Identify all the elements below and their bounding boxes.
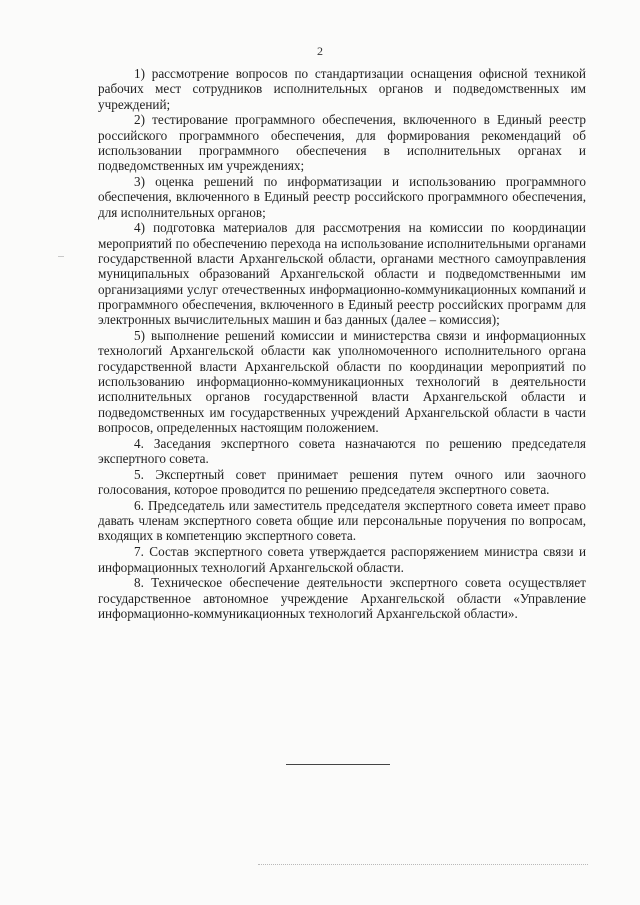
scan-margin-mark: [58, 256, 64, 257]
document-body: [98, 66, 586, 622]
paragraph-item-4: 4) подготовка материалов для рассмотрения на комиссии по координации мероприятий по обеспечению перехода на использование исполнительными органами государственной власти Архангельской области, органами местного самоуправления муниципальных образований Архангельской области и подведомственными им организациями услуг отечественных информационно-коммуникационных компаний и программного обеспечения, включенного в Единый реестр российских программ для электронных вычислительных машин и баз данных (далее – комиссия);: [98, 220, 586, 328]
paragraph-item-1: 1) рассмотрение вопросов по стандартизации оснащения офисной техникой рабочих мест сотрудников исполнительных органов и подведомственных им учреждений;: [98, 66, 586, 112]
end-of-document-separator: [286, 764, 390, 765]
paragraph-section-5: 5. Экспертный совет принимает решения путем очного или заочного голосования, которое проводится по решению председателя экспертного совета.: [98, 466, 586, 498]
paragraph-section-8: 8. Техническое обеспечение деятельности экспертного совета осуществляет государственное автономное учреждение Архангельской области «Управление информационно-коммуникационных технологий Архангельской области».: [98, 575, 586, 621]
paragraph-item-3: 3) оценка решений по информатизации и использованию программного обеспечения, включенного в Единый реестр российского программного обеспечения, для исполнительных органов;: [98, 174, 586, 220]
paragraph-section-7: 7. Состав экспертного совета утверждается распоряжением министра связи и информационных технологий Архангельской области.: [98, 544, 586, 575]
paragraph-section-4: 4. Заседания экспертного совета назначаются по решению председателя экспертного совета.: [98, 435, 586, 466]
page-number: 2: [317, 44, 323, 58]
paragraph-item-2: 2) тестирование программного обеспечения, включенного в Единый реестр российского программного обеспечения, для формирования рекомендаций об использовании программного обеспечения в исполнительных органах и подведомственных им учреждениях;: [98, 112, 586, 174]
paragraph-section-6: 6. Председатель или заместитель председателя экспертного совета имеет право давать членам экспертного совета общие или персональные поручения по вопросам, входящих в компетенцию экспертного совета.: [98, 497, 586, 544]
paragraph-item-5: 5) выполнение решений комиссии и министерства связи и информационных технологий Архангельской области как уполномоченного исполнительного органа государственной власти Архангельской области по координации мероприятий по использованию информационно-коммуникационных технологий в деятельности исполнительных органов государственной власти Архангельской области и подведомственных им государственных учреждений Архангельской области в части вопросов, определенных настоящим положением.: [98, 328, 586, 435]
scan-artifact-line: [258, 864, 588, 865]
